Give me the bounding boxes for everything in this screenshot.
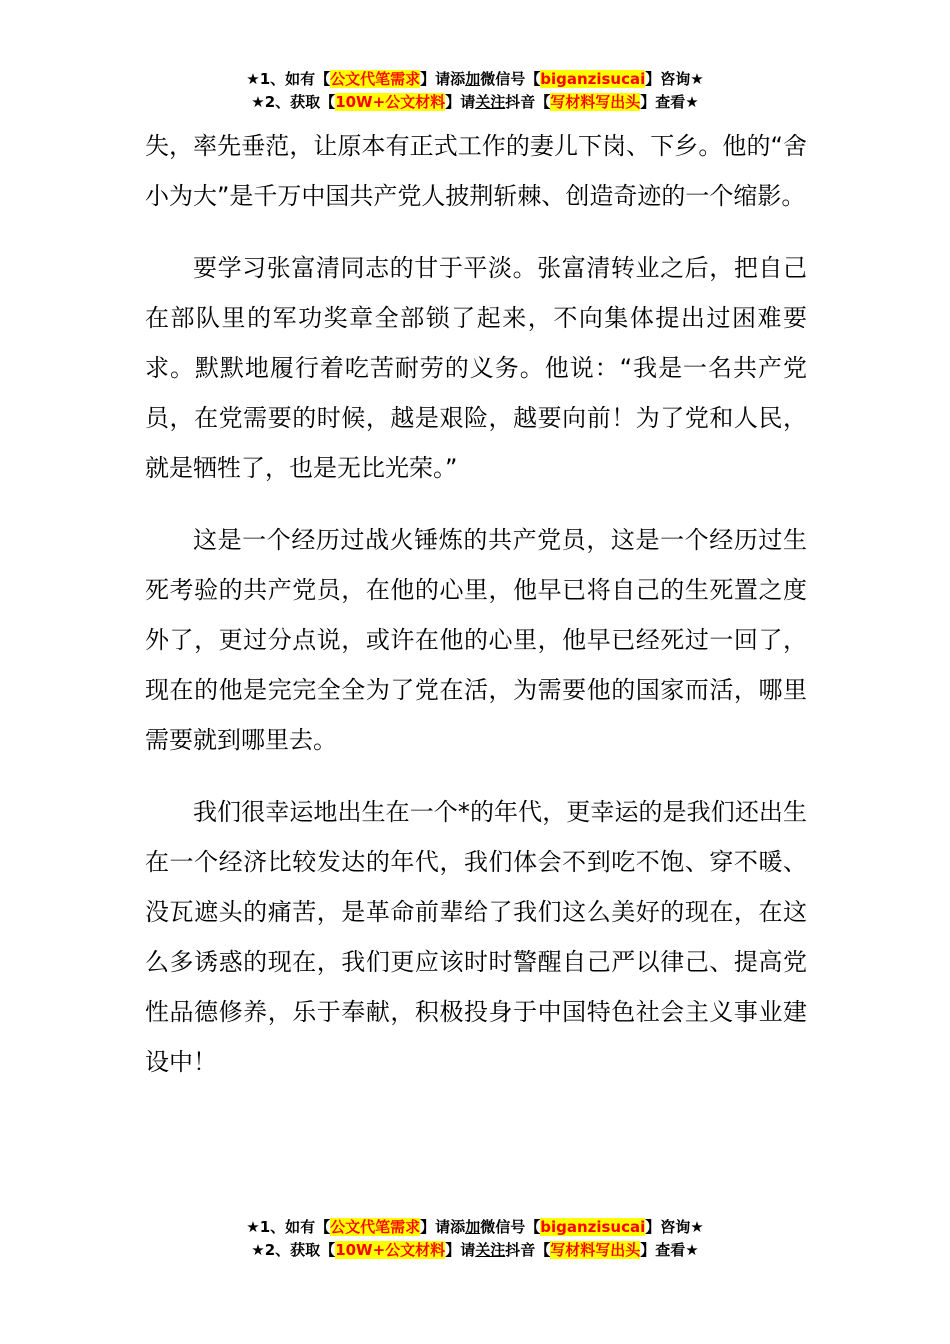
highlight-materials: 10W+公文材料: [335, 1241, 446, 1259]
banner-text: 抖音【: [505, 93, 551, 111]
highlight-douyin-account: 写材料写出头: [550, 93, 641, 111]
highlight-wechat-id: biganzisucai: [540, 70, 646, 88]
highlight-service-request: 公文代笔需求: [330, 70, 421, 88]
banner-text: 微信号【: [480, 1218, 541, 1236]
banner-text: ★2、获取【: [251, 1241, 336, 1259]
paragraph-continuation: 失，率先垂范，让原本有正式工作的妻儿下岗、下乡。他的“舍小为大”是千万中国共产党人披荆斩棘、创造奇迹的一个缩影。: [145, 132, 807, 210]
footer-banner-line-2: [0, 1239, 950, 1262]
header-banner: [0, 68, 950, 114]
banner-text: 】请: [445, 93, 476, 111]
banner-emphasis: 关注: [475, 1241, 506, 1259]
banner-text: 】请: [445, 1241, 476, 1259]
highlight-service-request: 公文代笔需求: [330, 1218, 421, 1236]
banner-text: 】咨询★: [645, 70, 704, 88]
header-banner-line-2: [0, 91, 950, 114]
banner-text: ★1、如有【: [246, 1218, 331, 1236]
banner-text: 】请添: [420, 1218, 466, 1236]
banner-text: 】查看★: [640, 1241, 699, 1259]
footer-banner-line-1: [0, 1216, 950, 1239]
banner-emphasis: 关注: [475, 93, 506, 111]
banner-text: 】查看★: [640, 93, 699, 111]
highlight-douyin-account: 写材料写出头: [550, 1241, 641, 1259]
highlight-wechat-id: biganzisucai: [540, 1218, 646, 1236]
banner-text: 抖音【: [505, 1241, 551, 1259]
paragraph: 我们很幸运地出生在一个*的年代，更幸运的是我们还出生在一个经济比较发达的年代，我们体会不到吃不饱、穿不暖、没瓦遮头的痛苦，是革命前辈给了我们这么美好的现在，在这么多诱惑的现在，我们更应该时时警醒自己严以律己、提高党性品德修养，乐于奉献，积极投身于中国特色社会主义事业建设中！: [145, 798, 807, 1076]
banner-text: ★2、获取【: [251, 93, 336, 111]
document-body: [145, 121, 807, 1109]
banner-emphasis: 加: [465, 1218, 481, 1236]
banner-emphasis: 加: [465, 70, 481, 88]
banner-text: 】咨询★: [645, 1218, 704, 1236]
footer-banner: [0, 1216, 950, 1262]
banner-text: 】请添: [420, 70, 466, 88]
header-banner-line-1: [0, 68, 950, 91]
banner-text: ★1、如有【: [246, 70, 331, 88]
highlight-materials: 10W+公文材料: [335, 93, 446, 111]
paragraph: 这是一个经历过战火锤炼的共产党员，这是一个经历过生死考验的共产党员，在他的心里，他早已将自己的生死置之度外了，更过分点说，或许在他的心里，他早已经死过一回了，现在的他是完完全全为了党在活，为需要他的国家而活，哪里需要就到哪里去。: [145, 526, 807, 754]
banner-text: 微信号【: [480, 70, 541, 88]
paragraph: 要学习张富清同志的甘于平淡。张富清转业之后，把自己在部队里的军功奖章全部锁了起来，不向集体提出过困难要求。默默地履行着吃苦耐劳的义务。他说：“我是一名共产党员，在党需要的时候，越是艰险，越要向前！为了党和人民，就是牺牲了，也是无比光荣。”: [145, 254, 807, 482]
